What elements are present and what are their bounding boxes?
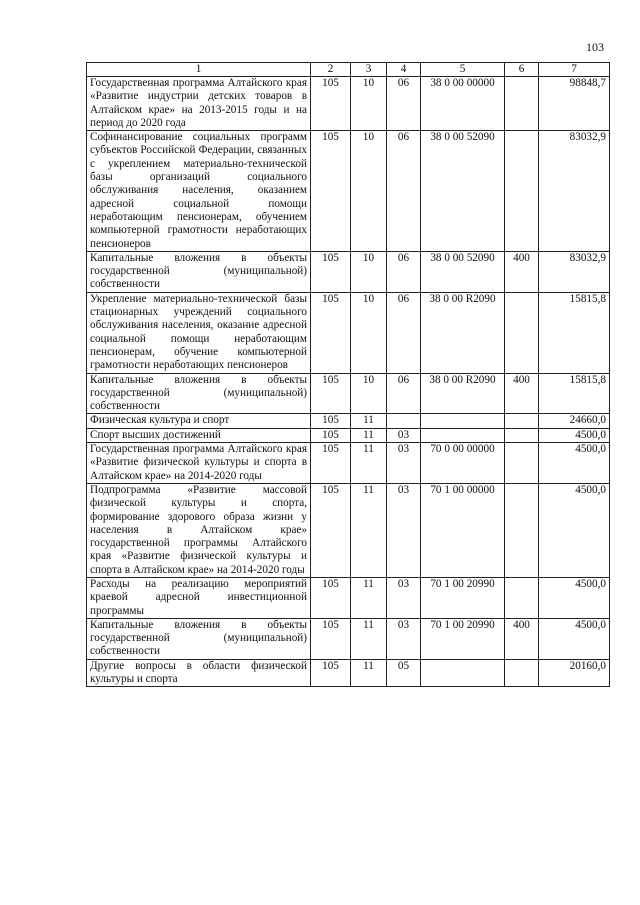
row-target-article: 38 0 00 R2090 (421, 373, 505, 414)
row-target-article: 70 0 00 00000 (421, 443, 505, 484)
row-description: Физическая культура и спорт (87, 414, 311, 428)
row-ministry-code: 105 (311, 618, 351, 659)
column-header: 6 (505, 63, 539, 77)
row-description: Капитальные вложения в объекты государственной (муниципальной) собственности (87, 251, 311, 292)
row-ministry-code: 105 (311, 577, 351, 618)
row-ministry-code: 105 (311, 659, 351, 687)
column-header: 4 (387, 63, 421, 77)
table-row (87, 77, 610, 131)
row-target-article: 38 0 00 R2090 (421, 292, 505, 373)
row-target-article (421, 659, 505, 687)
row-section-code: 10 (351, 131, 387, 252)
row-expense-type (505, 77, 539, 131)
row-amount: 4500,0 (539, 483, 610, 577)
row-ministry-code: 105 (311, 428, 351, 442)
row-target-article: 70 1 00 20990 (421, 618, 505, 659)
row-section-code: 11 (351, 577, 387, 618)
column-header: 5 (421, 63, 505, 77)
row-amount: 83032,9 (539, 251, 610, 292)
row-description: Государственная программа Алтайского края «Развитие индустрии детских товаров в Алтайском крае» на 2013-2015 годы и на период до 2020 года (87, 77, 311, 131)
table-row (87, 292, 610, 373)
table-row (87, 251, 610, 292)
row-subsection-code: 06 (387, 292, 421, 373)
row-section-code: 11 (351, 428, 387, 442)
row-amount: 15815,8 (539, 292, 610, 373)
row-description: Подпрограмма «Развитие массовой физической культуры и спорта, формирование здорового образа жизни у населения в Алтайском крае» государственной программы Алтайского края «Развитие физической культуры и спорта в Алтайском крае» на 2014-2020 годы (87, 483, 311, 577)
row-description: Софинансирование социальных программ субъектов Российской Федерации, связанных с укреплением материально-технической базы организаций социального обслуживания населения, оказанием адресной социальной помощи неработающим пенсионерам, обучением компьютерной грамотности неработающих пенсионеров (87, 131, 311, 252)
row-amount: 4500,0 (539, 618, 610, 659)
row-target-article: 70 1 00 20990 (421, 577, 505, 618)
budget-table (86, 62, 610, 687)
row-amount: 4500,0 (539, 428, 610, 442)
column-header: 3 (351, 63, 387, 77)
table-row (87, 131, 610, 252)
row-subsection-code: 03 (387, 443, 421, 484)
row-section-code: 11 (351, 618, 387, 659)
row-expense-type: 400 (505, 618, 539, 659)
row-target-article: 38 0 00 52090 (421, 131, 505, 252)
table-row (87, 618, 610, 659)
row-target-article (421, 428, 505, 442)
row-section-code: 11 (351, 483, 387, 577)
row-subsection-code: 06 (387, 251, 421, 292)
row-expense-type: 400 (505, 373, 539, 414)
table-row (87, 659, 610, 687)
row-expense-type (505, 131, 539, 252)
row-ministry-code: 105 (311, 77, 351, 131)
row-amount: 83032,9 (539, 131, 610, 252)
row-target-article (421, 414, 505, 428)
row-subsection-code (387, 414, 421, 428)
row-target-article: 38 0 00 52090 (421, 251, 505, 292)
row-ministry-code: 105 (311, 292, 351, 373)
row-ministry-code: 105 (311, 131, 351, 252)
row-section-code: 10 (351, 251, 387, 292)
row-section-code: 10 (351, 77, 387, 131)
table-row (87, 373, 610, 414)
column-header: 7 (539, 63, 610, 77)
row-description: Капитальные вложения в объекты государственной (муниципальной) собственности (87, 618, 311, 659)
row-expense-type (505, 292, 539, 373)
row-description: Расходы на реализацию мероприятий краевой адресной инвестиционной программы (87, 577, 311, 618)
row-expense-type (505, 659, 539, 687)
row-subsection-code: 03 (387, 428, 421, 442)
row-subsection-code: 06 (387, 131, 421, 252)
row-expense-type (505, 428, 539, 442)
row-section-code: 10 (351, 292, 387, 373)
row-ministry-code: 105 (311, 483, 351, 577)
row-ministry-code: 105 (311, 414, 351, 428)
row-ministry-code: 105 (311, 251, 351, 292)
row-description: Государственная программа Алтайского края «Развитие физической культуры и спорта в Алтайском крае» на 2014-2020 годы (87, 443, 311, 484)
table-row (87, 577, 610, 618)
row-expense-type (505, 483, 539, 577)
row-description: Другие вопросы в области физической культуры и спорта (87, 659, 311, 687)
row-subsection-code: 06 (387, 373, 421, 414)
row-subsection-code: 03 (387, 618, 421, 659)
row-description: Укрепление материально-технической базы стационарных учреждений социального обслуживания населения, оказание адресной социальной помощи неработающим пенсионерам, обучение компьютерной грамотности неработающих пенсионеров (87, 292, 311, 373)
row-amount: 4500,0 (539, 577, 610, 618)
row-subsection-code: 05 (387, 659, 421, 687)
column-header: 1 (87, 63, 311, 77)
table-row (87, 428, 610, 442)
table-body (87, 77, 610, 687)
row-expense-type (505, 443, 539, 484)
table-row (87, 483, 610, 577)
row-amount: 98848,7 (539, 77, 610, 131)
row-subsection-code: 03 (387, 577, 421, 618)
row-section-code: 11 (351, 659, 387, 687)
row-section-code: 11 (351, 443, 387, 484)
row-ministry-code: 105 (311, 373, 351, 414)
row-amount: 24660,0 (539, 414, 610, 428)
row-expense-type: 400 (505, 251, 539, 292)
row-section-code: 11 (351, 414, 387, 428)
row-target-article: 38 0 00 00000 (421, 77, 505, 131)
row-amount: 20160,0 (539, 659, 610, 687)
row-ministry-code: 105 (311, 443, 351, 484)
page-number: 103 (586, 40, 604, 54)
row-section-code: 10 (351, 373, 387, 414)
row-expense-type (505, 577, 539, 618)
row-target-article: 70 1 00 00000 (421, 483, 505, 577)
row-amount: 15815,8 (539, 373, 610, 414)
row-description: Капитальные вложения в объекты государственной (муниципальной) собственности (87, 373, 311, 414)
row-expense-type (505, 414, 539, 428)
row-subsection-code: 03 (387, 483, 421, 577)
row-subsection-code: 06 (387, 77, 421, 131)
table-row (87, 414, 610, 428)
column-header: 2 (311, 63, 351, 77)
row-description: Спорт высших достижений (87, 428, 311, 442)
table-row (87, 443, 610, 484)
table-header-row (87, 63, 610, 77)
row-amount: 4500,0 (539, 443, 610, 484)
